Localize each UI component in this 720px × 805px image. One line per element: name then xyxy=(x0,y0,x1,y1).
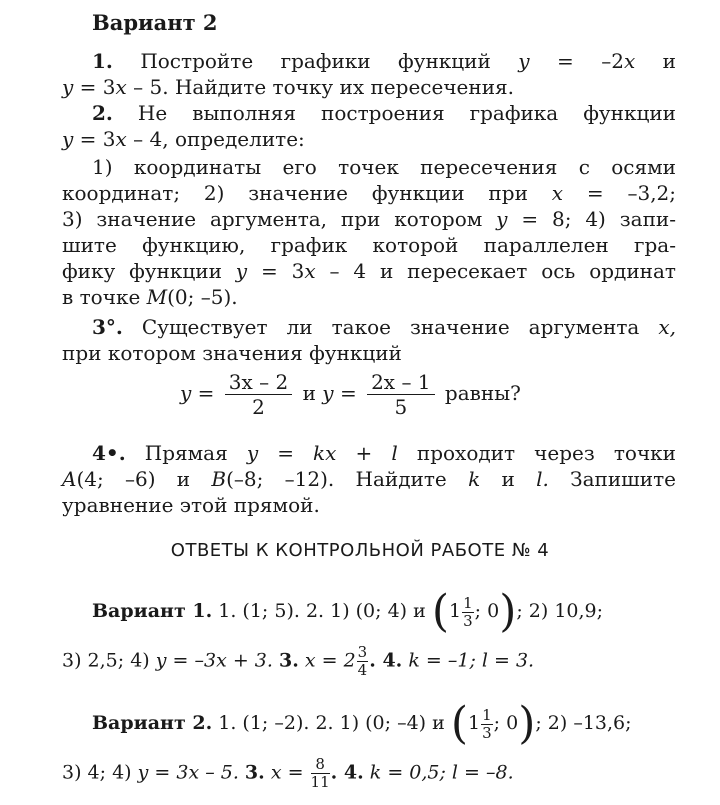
answers-v1-line1: Вариант 1. 1. (1; 5). 2. 1) (0; 4) и (1 $\frac{1}{3}$ ; 0); 2) 10,9; xyxy=(92,586,604,637)
answers-title: ОТВЕТЫ К КОНТРОЛЬНОЙ РАБОТЕ № 4 xyxy=(170,540,550,561)
task3-line2: при котором значения функций xyxy=(62,341,402,365)
task2-line7: фику функции y = 3x – 4 и пересекает ось ординат xyxy=(62,259,677,283)
task2-line3: 1) координаты его точек пересечения с осями xyxy=(92,155,676,179)
task3-line1: 3°. Существует ли такое значение аргумента x, xyxy=(92,315,676,339)
variant-title: Вариант 2 xyxy=(92,10,218,35)
task2-line2: y = 3x – 4, определите: xyxy=(62,127,305,151)
task4-line2: A(4; –6) и B(–8; –12). Найдите k и l. Запишите xyxy=(62,467,677,491)
task1-number: 1. xyxy=(92,49,113,73)
task2-line4: координат; 2) значение функции при x = –3,2; xyxy=(62,181,677,205)
task1-line2: y = 3x – 5. Найдите точку их пересечения. xyxy=(62,75,515,99)
task2-line1: 2. Не выполняя построения графика функции xyxy=(92,101,676,125)
task2-number: 2. xyxy=(92,101,113,125)
task2-line6: шите функцию, график которой параллелен гра- xyxy=(62,233,676,257)
task1-equation1: y = –2x xyxy=(518,49,636,73)
fraction-1: $\frac{3x - 2}{2}$ xyxy=(225,370,292,419)
task4-line3: уравнение этой прямой. xyxy=(62,493,320,517)
task3-number: 3°. xyxy=(92,315,123,339)
fraction-2: $\frac{2x - 1}{5}$ xyxy=(367,370,434,419)
task1-text: Постройте графики функций xyxy=(140,49,491,73)
answers-v1-line2: 3) 2,5; 4) y = –3x + 3. 3. x = 2 $\frac{3}{4}$ . 4. k = –1; l = 3. xyxy=(62,643,535,679)
answers-v2-line2: 3) 4; 4) y = 3x – 5. 3. x = $\frac{8}{11}$ . 4. k = 0,5; l = –8. xyxy=(62,755,514,791)
task4-number: 4•. xyxy=(92,441,126,465)
answers-v2-line1: Вариант 2. 1. (1; –2). 2. 1) (0; –4) и (1 $\frac{1}{3}$ ; 0); 2) –13,6; xyxy=(92,698,632,749)
task2-line5: 3) значение аргумента, при котором y = 8; 4) запи- xyxy=(62,207,676,231)
task2-line8: в точке M(0; –5). xyxy=(62,285,238,309)
task4-line1: 4•. Прямая y = kx + l проходит через точки xyxy=(92,441,677,465)
answers-v1-label: Вариант 1. xyxy=(92,600,213,622)
task1-conj: и xyxy=(662,49,676,73)
answers-v2-label: Вариант 2. xyxy=(92,712,213,734)
task3-formula: y = $\frac{3x - 2}{2}$ и y = $\frac{2x - 1}{5}$ равны? xyxy=(180,370,521,419)
task1-line1 xyxy=(92,48,676,74)
